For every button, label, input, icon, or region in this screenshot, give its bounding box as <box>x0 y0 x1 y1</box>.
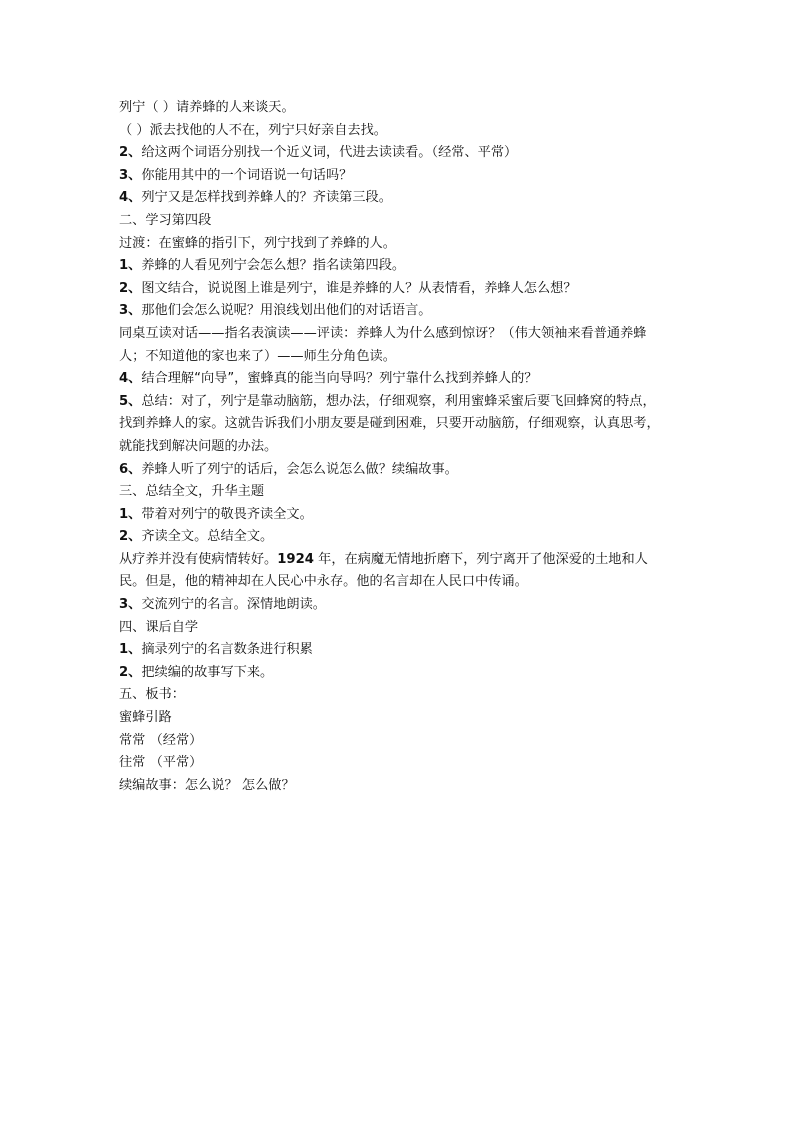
text-line: 2、给这两个词语分别找一个近义词，代进去读读看。（经常、平常） <box>119 145 518 161</box>
text-line: 常常 （经常） <box>119 732 203 748</box>
text-line: 4、列宁又是怎样找到养蜂人的？齐读第三段。 <box>119 190 392 206</box>
section-heading: 四、课后自学 <box>119 619 199 635</box>
text-line: 1、养蜂的人看见列宁会怎么想？指名读第四段。 <box>119 258 406 274</box>
text-line: 1、摘录列宁的名言数条进行积累 <box>119 642 313 658</box>
text-line: 2、把续编的故事写下来。 <box>119 664 274 680</box>
text-line: 3、你能用其中的一个词语说一句话吗？ <box>119 167 353 183</box>
text-line: 续编故事：怎么说？ 怎么做？ <box>119 777 295 793</box>
text-line: 人；不知道他的家也来了）——师生分角色读。 <box>119 348 396 364</box>
text-line: 从疗养并没有使病情转好。1924 年，在病魔无情地折磨下，列宁离开了他深爱的土地和人 <box>119 551 648 567</box>
section-heading: 三、总结全文，升华主题 <box>119 484 265 500</box>
text-line: 5、总结：对了，列宁是靠动脑筋，想办法，仔细观察，利用蜜蜂采蜜后要飞回蜂窝的特点， <box>119 393 656 409</box>
text-line: 2、齐读全文。总结全文。 <box>119 529 274 545</box>
text-line: 同桌互读对话——指名表演读——评读：养蜂人为什么感到惊讶？（伟大领袖来看普通养蜂 <box>119 325 647 341</box>
text-line: 过渡：在蜜蜂的指引下，列宁找到了养蜂的人。 <box>119 235 396 251</box>
section-heading: 五、板书： <box>119 687 185 703</box>
text-line: 就能找到解决问题的办法。 <box>119 438 278 454</box>
text-line: 3、交流列宁的名言。深情地朗读。 <box>119 597 326 613</box>
text-line: 往常 （平常） <box>119 755 203 771</box>
text-line: 4、结合理解“向导”，蜜蜂真的能当向导吗？列宁靠什么找到养蜂人的？ <box>119 371 538 387</box>
text-line: 蜜蜂引路 <box>119 710 172 726</box>
text-line: 找到养蜂人的家。这就告诉我们小朋友要是碰到困难，只要开动脑筋，仔细观察，认真思考， <box>119 416 660 432</box>
text-line: 3、那他们会怎么说呢？用浪线划出他们的对话语言。 <box>119 303 432 319</box>
section-heading: 二、学习第四段 <box>119 212 212 228</box>
text-line: 民。但是，他的精神却在人民心中永存。他的名言却在人民口中传诵。 <box>119 574 528 590</box>
text-line: 列宁（ ）请养蜂的人来谈天。 <box>119 100 295 115</box>
text-line: 2、图文结合，说说图上谁是列宁，谁是养蜂的人？从表情看，养蜂人怎么想？ <box>119 280 577 296</box>
text-line: （ ）派去找他的人不在，列宁只好亲自去找。 <box>119 122 387 138</box>
document-body <box>119 97 689 797</box>
text-line: 1、带着对列宁的敬畏齐读全文。 <box>119 506 313 522</box>
text-line: 6、养蜂人听了列宁的话后，会怎么说怎么做？续编故事。 <box>119 461 458 477</box>
